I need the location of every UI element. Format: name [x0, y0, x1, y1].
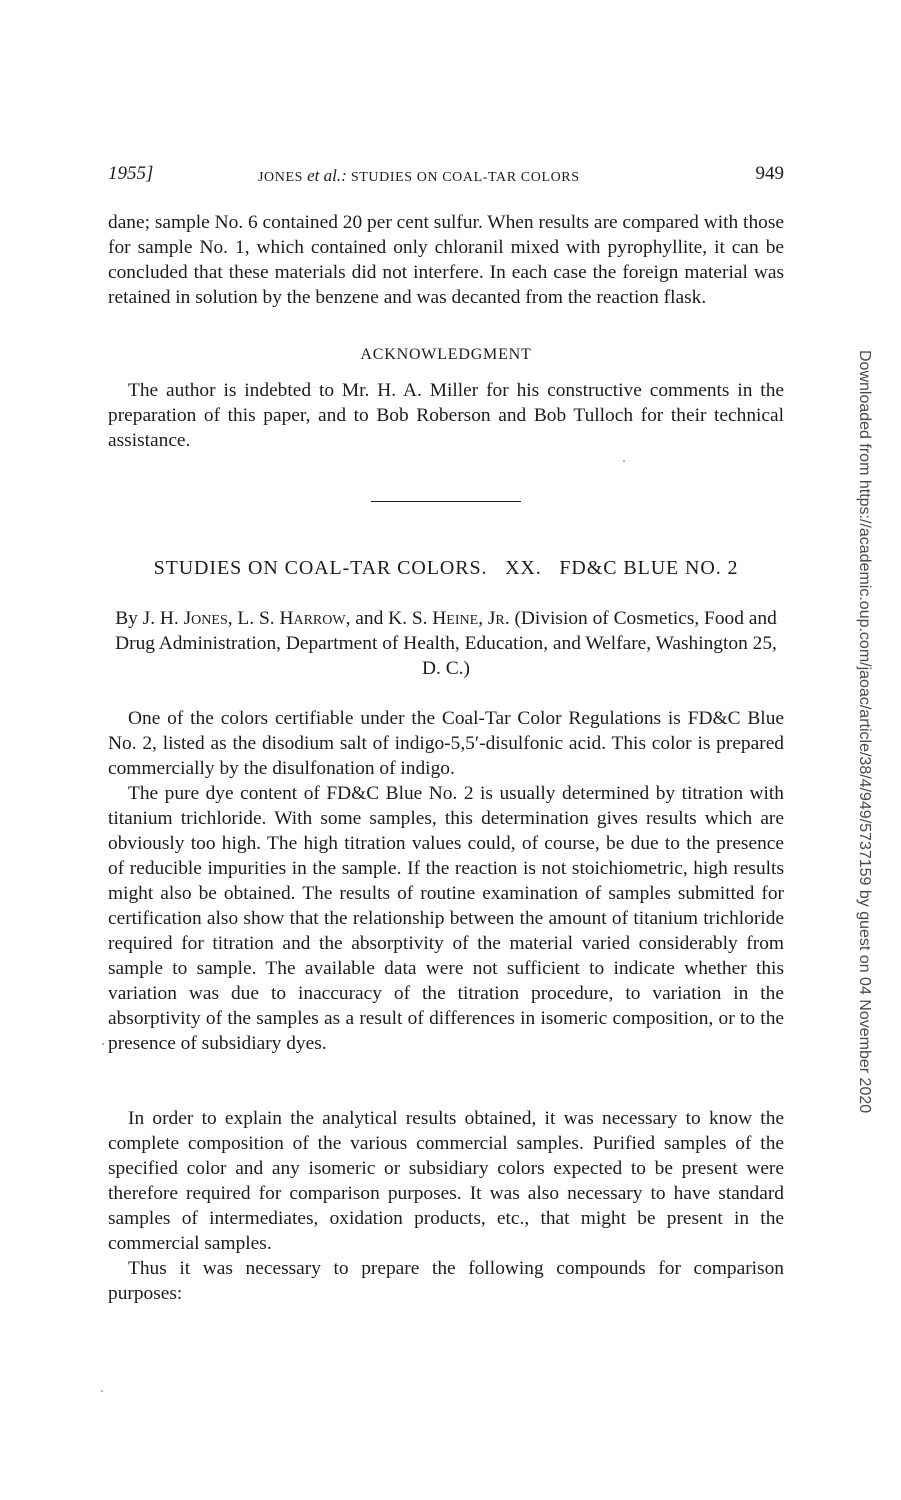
- author-jones: Jones: [183, 608, 228, 629]
- page-number: 949: [755, 163, 784, 184]
- acknowledgment-paragraph: The author is indebted to Mr. H. A. Miller for his constructive comments in the preparation of this paper, and to Bob Roberson and Bob Tulloch for their technical assistance.: [108, 380, 784, 451]
- byline-sep-2: , and K. S.: [345, 608, 433, 629]
- header-title-etal: et al.:: [307, 166, 347, 185]
- continuation-paragraph: dane; sample No. 6 contained 20 per cent sulfur. When results are compared with those for sample No. 1, which contained only chloranil mixed with pyrophyllite, it can be concluded that these materials did not interfere. In each case the foreign material was retained in solution by the benzene and was decanted from the reaction flask.: [108, 212, 784, 308]
- body-paragraph-1: One of the colors certifiable under the Coal-Tar Color Regulations is FD&C Blue No. 2, listed as the disodium salt of indigo-5,5′-disulfonic acid. This color is prepared commercially by the disulfonation of indigo.: [108, 708, 784, 779]
- body-paragraph-3: In order to explain the analytical results obtained, it was necessary to know the complete composition of the various commercial samples. Purified samples of the specified color and any isomeric or subsidiary colors expected to be present were therefore required for comparison purposes. It was also necessary to have standard samples of intermediates, oxidation products, etc., that might be present in the commercial samples.: [108, 1108, 784, 1254]
- byline-sep-3: ,: [478, 608, 488, 629]
- download-watermark-text: Downloaded from https://academic.oup.com/jaoac/article/38/4/949/5737159 by guest on 04 November 2020: [856, 350, 873, 1114]
- byline: [108, 606, 784, 681]
- body-paragraph-2: The pure dye content of FD&C Blue No. 2 is usually determined by titration with titanium trichloride. With some samples, this determination gives results which are obviously too high. The high titration values could, of course, be due to the presence of reducible impurities in the sample. If the reaction is not stoichiometric, high results might also be obtained. The results of routine examination of samples submitted for certification also show that the relationship between the amount of titanium trichloride required for titration and the absorptivity of the material varied considerably from sample to sample. The available data were not sufficient to indicate whether this variation was due to inaccuracy of the titration procedure, to variation in the absorptivity of the samples as a result of differences in isomeric composition, or to the presence of subsidiary dyes.: [108, 783, 784, 1054]
- body-paragraph-4: Thus it was necessary to prepare the following compounds for comparison purposes:: [108, 1258, 784, 1304]
- affiliation: (Division of Cosmetics, Food and Drug Administration, Department of Health, Education, and Welfare, Washington 25, D. C.): [115, 608, 777, 679]
- author-suffix: Jr.: [487, 608, 510, 629]
- author-heine: Heine: [432, 608, 479, 629]
- byline-by: By J. H.: [115, 608, 184, 629]
- article-title: STUDIES ON COAL-TAR COLORS. XX. FD&C BLUE NO. 2: [153, 557, 739, 579]
- header-running-title: [258, 166, 580, 186]
- header-year: 1955]: [108, 163, 154, 184]
- author-harrow: Harrow: [279, 608, 346, 629]
- header-title-authors: JONES: [258, 170, 308, 185]
- scan-speck: [102, 1043, 104, 1045]
- byline-sep-1: , L. S.: [227, 608, 280, 629]
- header-title-subject: STUDIES ON COAL-TAR COLORS: [346, 170, 580, 185]
- acknowledgment-heading: ACKNOWLEDGMENT: [360, 346, 532, 363]
- scan-speck: [623, 460, 625, 462]
- section-divider: [371, 501, 521, 502]
- download-watermark: [849, 350, 873, 1150]
- scan-speck: [101, 1390, 103, 1392]
- running-header: [108, 163, 784, 189]
